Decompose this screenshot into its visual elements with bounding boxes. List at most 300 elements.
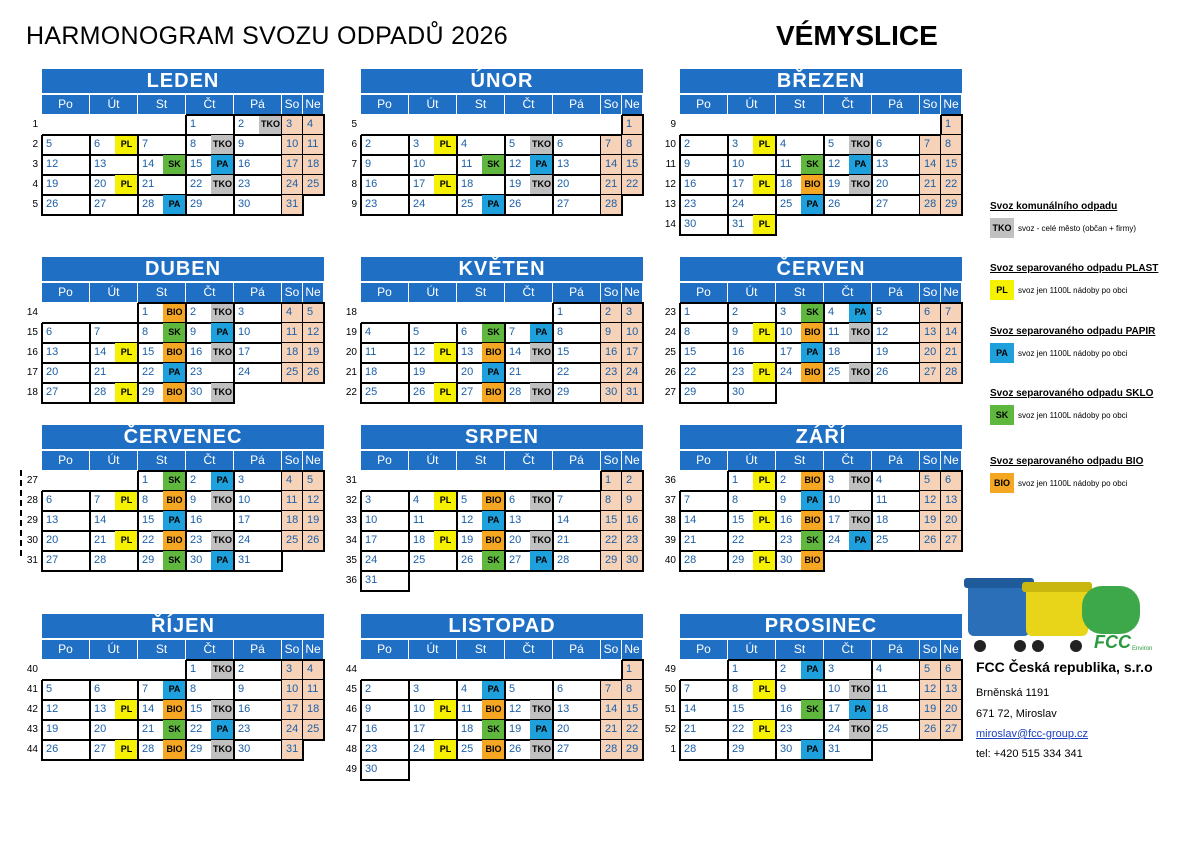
cell-border	[138, 214, 187, 216]
day-cell: 25	[461, 198, 474, 210]
cell-border	[680, 234, 729, 236]
day-header: St	[776, 640, 823, 659]
cell-border	[872, 659, 921, 661]
company-email-link[interactable]: miroslav@fcc-group.cz	[976, 728, 1089, 740]
month-header: LISTOPAD	[361, 614, 643, 638]
day-header: Pá	[234, 640, 281, 659]
day-cell: 7	[601, 135, 622, 154]
cell-border	[961, 660, 963, 681]
day-cell: 21	[601, 175, 622, 194]
day-cell: 17	[282, 155, 303, 174]
day-cell: 18	[282, 343, 303, 362]
collection-tag-tko: TKO	[530, 383, 553, 402]
day-header: Ne	[303, 283, 323, 302]
cell-border	[728, 402, 777, 404]
collection-tag-bio: BIO	[482, 740, 505, 759]
cell-border	[138, 402, 187, 404]
day-cell: 6	[94, 138, 101, 150]
waste-bins-logo-image	[964, 576, 1154, 658]
day-header: So	[920, 451, 940, 470]
week-number: 49	[664, 664, 676, 675]
day-cell: 13	[557, 158, 570, 170]
day-cell: 28	[601, 740, 622, 759]
cell-border	[361, 590, 410, 592]
day-cell: 22	[941, 175, 962, 194]
day-cell: 24	[413, 198, 426, 210]
cell-border	[680, 570, 729, 572]
day-cell: 5	[509, 683, 516, 695]
day-cell: 13	[941, 491, 962, 510]
legend-swatch-tko: TKO	[990, 218, 1014, 238]
cell-border	[553, 402, 602, 404]
day-cell: 31	[282, 740, 303, 759]
day-cell: 8	[732, 683, 739, 695]
day-cell: 10	[622, 323, 643, 342]
collection-tag-pa: PA	[801, 660, 824, 679]
day-cell: 11	[365, 346, 377, 358]
cell-border	[642, 700, 644, 721]
cell-border	[90, 570, 139, 572]
cell-border	[234, 382, 283, 384]
day-cell: 6	[941, 471, 962, 490]
day-cell: 29	[732, 554, 745, 566]
day-cell: 21	[684, 723, 697, 735]
collection-tag-pa: PA	[849, 303, 872, 322]
week-number: 47	[345, 724, 357, 735]
day-cell: 9	[238, 138, 245, 150]
cell-border	[679, 720, 681, 741]
cell-border	[940, 115, 942, 136]
day-cell: 11	[876, 494, 888, 506]
cell-border	[505, 490, 554, 492]
collection-tag-pl: PL	[115, 740, 138, 759]
day-cell: 6	[941, 660, 962, 679]
week-number: 46	[345, 704, 357, 715]
cell-border	[457, 679, 506, 681]
cell-border	[323, 511, 325, 532]
day-header: So	[282, 95, 302, 114]
day-header: Čt	[186, 451, 233, 470]
day-cell: 30	[238, 743, 251, 755]
cell-border	[961, 531, 963, 552]
day-cell: 21	[142, 178, 155, 190]
day-cell: 22	[732, 723, 745, 735]
cell-border	[41, 511, 43, 532]
day-cell: 25	[365, 386, 378, 398]
collection-tag-tko: TKO	[530, 491, 553, 510]
day-header: Út	[90, 451, 137, 470]
day-header: Pá	[553, 283, 600, 302]
month-header: DUBEN	[42, 257, 324, 281]
cell-border	[323, 363, 325, 384]
day-cell: 20	[557, 723, 570, 735]
cell-border	[457, 402, 506, 404]
cell-border	[871, 740, 873, 761]
cell-border	[41, 195, 43, 216]
day-header: Po	[361, 451, 408, 470]
day-cell: 3	[732, 138, 739, 150]
day-header: Pá	[872, 640, 919, 659]
day-cell: 14	[941, 323, 962, 342]
day-cell: 30	[622, 551, 643, 570]
day-cell: 29	[190, 743, 203, 755]
cell-border	[961, 303, 963, 324]
week-number: 1	[32, 119, 38, 130]
day-cell: 30	[190, 386, 203, 398]
day-header: St	[457, 640, 504, 659]
cell-border	[679, 740, 681, 761]
week-number: 20	[345, 347, 357, 358]
day-cell: 24	[365, 554, 378, 566]
day-cell: 7	[142, 683, 149, 695]
day-cell: 4	[876, 663, 883, 675]
collection-tag-pa: PA	[849, 531, 872, 550]
day-cell: 4	[461, 138, 468, 150]
cell-border	[361, 322, 410, 324]
collection-tag-tko: TKO	[211, 531, 234, 550]
cell-border	[622, 194, 644, 196]
day-header: Út	[409, 451, 456, 470]
day-cell: 4	[828, 306, 835, 318]
day-cell: 22	[622, 175, 643, 194]
day-cell: 21	[684, 534, 697, 546]
day-cell: 27	[509, 554, 522, 566]
day-cell: 14	[94, 514, 107, 526]
day-cell: 27	[94, 198, 107, 210]
day-cell: 16	[190, 346, 203, 358]
day-cell: 28	[684, 554, 697, 566]
day-cell: 8	[190, 138, 197, 150]
day-cell: 3	[413, 683, 420, 695]
cell-border	[679, 383, 681, 404]
day-cell: 23	[780, 723, 793, 735]
day-cell: 29	[622, 740, 643, 759]
day-cell: 9	[238, 683, 245, 695]
collection-tag-bio: BIO	[801, 471, 824, 490]
cell-border	[282, 114, 304, 116]
day-header: Po	[680, 640, 727, 659]
day-cell: 11	[828, 326, 840, 338]
day-cell: 11	[282, 323, 303, 342]
cell-border	[42, 759, 91, 761]
cell-border	[872, 302, 921, 304]
day-cell: 28	[509, 386, 522, 398]
day-cell: 30	[684, 218, 697, 230]
week-number: 21	[345, 367, 357, 378]
collection-tag-tko: TKO	[849, 175, 872, 194]
cell-border	[90, 490, 139, 492]
day-cell: 18	[282, 511, 303, 530]
day-cell: 3	[622, 303, 643, 322]
day-cell: 8	[684, 326, 691, 338]
day-cell: 17	[732, 178, 745, 190]
day-cell: 7	[94, 494, 101, 506]
day-cell: 25	[282, 531, 303, 550]
day-cell: 20	[509, 534, 522, 546]
day-cell: 26	[461, 554, 474, 566]
cell-border	[642, 660, 644, 681]
day-cell: 2	[780, 663, 787, 675]
day-header: Pá	[234, 451, 281, 470]
day-header: So	[920, 95, 940, 114]
legend-item	[990, 326, 1200, 363]
cell-border	[186, 570, 235, 572]
week-number: 49	[345, 764, 357, 775]
day-cell: 16	[601, 343, 622, 362]
day-cell: 1	[732, 663, 739, 675]
collection-tag-tko: TKO	[530, 700, 553, 719]
day-cell: 1	[622, 660, 643, 679]
day-cell: 14	[920, 155, 941, 174]
day-cell: 5	[828, 138, 835, 150]
day-cell: 31	[365, 574, 378, 586]
month-header: KVĚTEN	[361, 257, 643, 281]
cell-border	[961, 343, 963, 364]
day-cell: 30	[780, 554, 793, 566]
cell-border	[824, 659, 873, 661]
collection-tag-tko: TKO	[211, 700, 234, 719]
cell-border	[728, 302, 777, 304]
collection-tag-pl: PL	[434, 700, 457, 719]
cell-border	[360, 383, 362, 404]
day-cell: 1	[941, 115, 962, 134]
day-cell: 15	[142, 346, 155, 358]
day-cell: 12	[303, 323, 324, 342]
cell-border	[872, 470, 921, 472]
week-number: 27	[26, 475, 38, 486]
day-cell: 16	[684, 178, 697, 190]
day-header: Po	[680, 283, 727, 302]
cell-border	[303, 659, 325, 661]
cell-border	[642, 115, 644, 136]
day-cell: 1	[684, 306, 691, 318]
collection-tag-pl: PL	[753, 680, 776, 699]
day-header: Pá	[872, 283, 919, 302]
day-cell: 26	[876, 366, 889, 378]
cell-border	[138, 570, 187, 572]
cell-border	[601, 302, 623, 304]
day-cell: 7	[684, 683, 691, 695]
cell-border	[409, 570, 458, 572]
day-cell: 6	[46, 326, 53, 338]
week-number: 44	[26, 744, 38, 755]
day-header: So	[282, 640, 302, 659]
day-cell: 2	[365, 683, 372, 695]
collection-tag-pl: PL	[434, 740, 457, 759]
collection-tag-pa: PA	[211, 155, 234, 174]
day-cell: 1	[601, 471, 622, 490]
collection-tag-bio: BIO	[482, 343, 505, 362]
day-cell: 25	[876, 723, 889, 735]
cell-border	[282, 759, 304, 761]
cell-border	[41, 740, 43, 761]
day-cell: 23	[238, 723, 251, 735]
collection-tag-bio: BIO	[801, 551, 824, 570]
day-cell: 28	[94, 386, 107, 398]
day-cell: 28	[920, 195, 941, 214]
day-header: Čt	[505, 283, 552, 302]
week-number: 26	[664, 367, 676, 378]
cell-border	[303, 550, 325, 552]
cell-border	[505, 322, 554, 324]
day-cell: 5	[46, 138, 53, 150]
day-cell: 20	[461, 366, 474, 378]
collection-tag-pl: PL	[115, 383, 138, 402]
day-cell: 18	[303, 155, 324, 174]
cell-border	[360, 571, 362, 592]
collection-tag-tko: TKO	[849, 323, 872, 342]
cell-border	[186, 402, 235, 404]
cell-border	[872, 550, 921, 552]
collection-tag-tko: TKO	[849, 511, 872, 530]
day-cell: 27	[557, 743, 570, 755]
day-cell: 12	[920, 491, 941, 510]
cell-border	[186, 470, 235, 472]
day-cell: 6	[557, 683, 564, 695]
day-cell: 25	[303, 175, 324, 194]
day-cell: 1	[622, 115, 643, 134]
day-cell: 18	[461, 178, 474, 190]
cell-border	[409, 214, 458, 216]
day-cell: 2	[238, 118, 245, 130]
day-header: Čt	[186, 283, 233, 302]
collection-tag-pl: PL	[753, 551, 776, 570]
day-cell: 6	[94, 683, 101, 695]
collection-tag-bio: BIO	[482, 700, 505, 719]
week-number: 31	[26, 555, 38, 566]
collection-tag-pa: PA	[482, 511, 505, 530]
cell-border	[360, 155, 362, 176]
day-cell: 6	[509, 494, 516, 506]
day-cell: 27	[46, 386, 59, 398]
day-header: Čt	[505, 451, 552, 470]
day-cell: 2	[190, 474, 197, 486]
day-header: Čt	[824, 640, 871, 659]
day-header: Pá	[234, 283, 281, 302]
day-cell: 19	[461, 534, 474, 546]
day-header: Čt	[186, 640, 233, 659]
day-cell: 15	[684, 346, 697, 358]
cell-border	[728, 759, 777, 761]
day-cell: 15	[732, 514, 745, 526]
cell-border	[90, 214, 139, 216]
cell-border	[642, 175, 644, 196]
cell-border	[961, 700, 963, 721]
cell-border	[824, 382, 873, 384]
day-header: Ne	[303, 640, 323, 659]
cell-border	[941, 739, 963, 741]
day-cell: 26	[303, 531, 324, 550]
cell-border	[323, 303, 325, 324]
cell-border	[920, 214, 942, 216]
cell-border	[408, 571, 410, 592]
cell-border	[360, 551, 362, 572]
cell-border	[961, 511, 963, 532]
day-cell: 20	[46, 534, 59, 546]
cell-border	[776, 302, 825, 304]
week-number: 13	[664, 199, 676, 210]
cell-border	[138, 134, 187, 136]
week-number: 15	[26, 327, 38, 338]
legend-row	[990, 343, 1200, 363]
day-cell: 2	[684, 138, 691, 150]
legend-title: Svoz separovaného odpadu SKLO	[990, 388, 1154, 399]
page-title: HARMONOGRAM SVOZU ODPADŮ 2026	[26, 22, 508, 50]
day-cell: 24	[828, 534, 841, 546]
week-number: 18	[26, 387, 38, 398]
collection-tag-pa: PA	[801, 343, 824, 362]
week-number: 43	[26, 724, 38, 735]
day-header: Čt	[186, 95, 233, 114]
cell-border	[728, 134, 777, 136]
day-cell: 10	[365, 514, 378, 526]
cell-border	[961, 491, 963, 512]
day-cell: 13	[46, 346, 59, 358]
cell-border	[323, 720, 325, 741]
day-cell: 15	[190, 158, 203, 170]
cell-border	[961, 195, 963, 216]
day-cell: 27	[557, 198, 570, 210]
day-cell: 3	[828, 663, 835, 675]
day-header: Čt	[824, 95, 871, 114]
day-cell: 3	[238, 306, 245, 318]
cell-border	[642, 343, 644, 364]
day-cell: 21	[557, 534, 570, 546]
day-cell: 9	[780, 683, 787, 695]
cell-border	[680, 679, 729, 681]
day-cell: 25	[461, 743, 474, 755]
cell-border	[361, 679, 410, 681]
day-header: Út	[90, 283, 137, 302]
day-cell: 19	[46, 723, 59, 735]
cell-border	[941, 470, 963, 472]
week-number: 25	[664, 347, 676, 358]
day-cell: 20	[941, 511, 962, 530]
collection-tag-tko: TKO	[849, 680, 872, 699]
day-cell: 13	[461, 346, 474, 358]
cell-border	[642, 363, 644, 384]
cell-border	[621, 660, 623, 681]
collection-tag-pa: PA	[849, 700, 872, 719]
day-cell: 9	[190, 326, 197, 338]
cell-border	[621, 195, 623, 216]
day-cell: 3	[238, 474, 245, 486]
month-header: ČERVENEC	[42, 425, 324, 449]
collection-tag-pa: PA	[801, 195, 824, 214]
cell-border	[137, 303, 139, 324]
day-cell: 14	[142, 703, 155, 715]
day-cell: 19	[509, 723, 522, 735]
day-cell: 12	[413, 346, 426, 358]
cell-border	[41, 155, 43, 176]
collection-tag-bio: BIO	[163, 531, 186, 550]
day-cell: 14	[557, 514, 570, 526]
cell-border	[90, 322, 139, 324]
week-number: 52	[664, 724, 676, 735]
collection-tag-tko: TKO	[211, 135, 234, 154]
cell-border	[360, 531, 362, 552]
day-cell: 2	[238, 663, 245, 675]
day-cell: 9	[601, 323, 622, 342]
day-cell: 14	[142, 158, 155, 170]
day-cell: 28	[557, 554, 570, 566]
collection-tag-pl: PL	[115, 175, 138, 194]
cell-border	[553, 302, 602, 304]
collection-tag-pl: PL	[115, 531, 138, 550]
collection-tag-pa: PA	[482, 195, 505, 214]
collection-tag-tko: TKO	[849, 363, 872, 382]
day-cell: 6	[557, 138, 564, 150]
